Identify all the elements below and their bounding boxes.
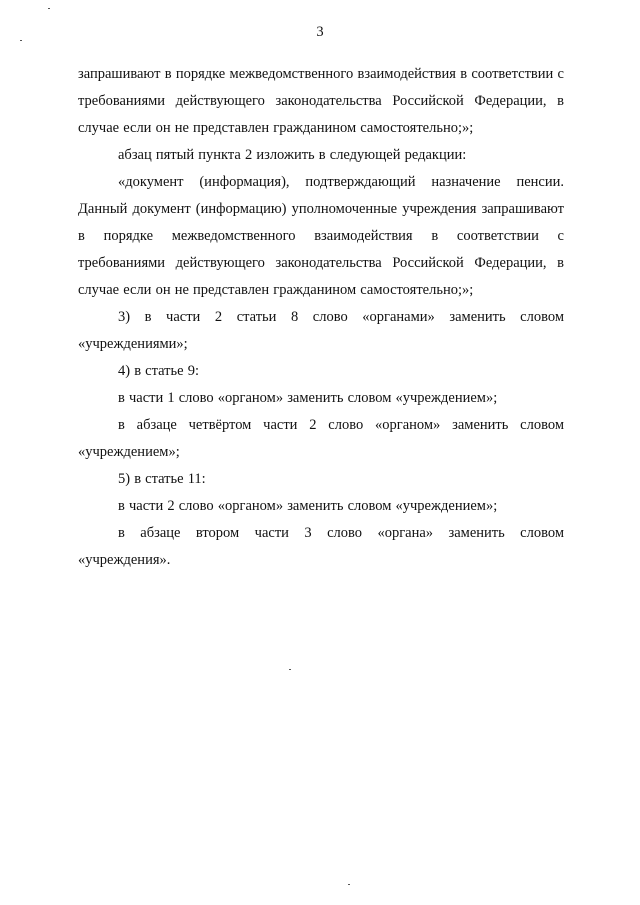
paragraph-continuation: запрашивают в порядке межведомственного взаимодействия в соответствии с требованиями действующего законодательства Российской Федерации, в случае если он не представлен гражданином самостоятельно;»; [78, 66, 564, 136]
document-body [78, 61, 564, 574]
scan-speck [48, 8, 50, 9]
paragraph-item-4-part-1: в части 1 слово «органом» заменить словом «учреждением»; [118, 390, 498, 406]
scan-speck [348, 884, 350, 885]
paragraph-amendment-intro: абзац пятый пункта 2 изложить в следующей редакции: [118, 147, 467, 163]
paragraph-item-5-part-3: в абзаце втором части 3 слово «органа» заменить словом «учреждения». [78, 525, 564, 568]
paragraph-item-5-part-2: в части 2 слово «органом» заменить словом «учреждением»; [118, 498, 498, 514]
paragraph-item-3: 3) в части 2 статьи 8 слово «органами» заменить словом «учреждениями»; [78, 309, 564, 352]
paragraph-item-5: 5) в статье 11: [118, 471, 206, 487]
scan-speck [20, 40, 22, 41]
paragraph-item-4: 4) в статье 9: [118, 363, 199, 379]
paragraph-item-4-part-2: в абзаце четвёртом части 2 слово «органом» заменить словом «учреждением»; [78, 417, 564, 460]
paragraph-quoted-text: «документ (информация), подтверждающий назначение пенсии. Данный документ (информацию) уполномоченные учреждения запрашивают в порядке межведомственного взаимодействия в соответствии с требованиями действующего законодательства Российской Федерации, в случае если он не представлен гражданином самостоятельно;»; [78, 174, 564, 298]
scan-speck [289, 669, 291, 670]
page-number: 3 [316, 24, 324, 40]
